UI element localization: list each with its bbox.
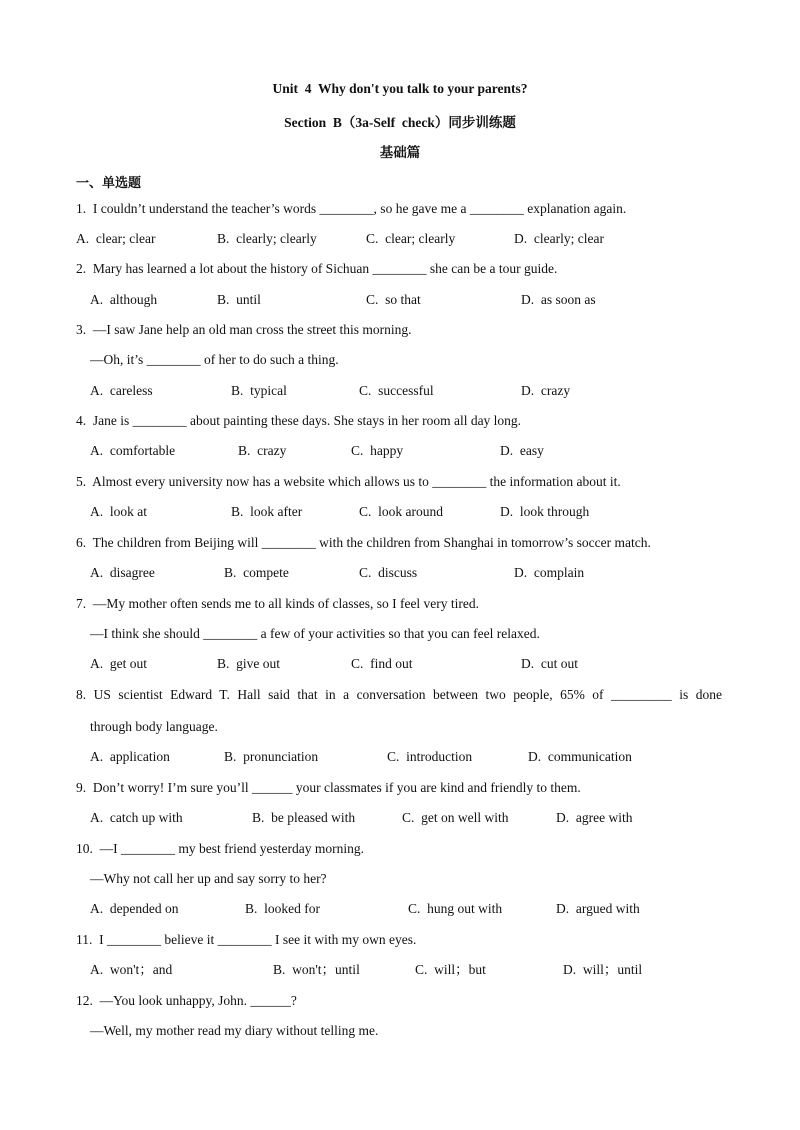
question-5-option-c[interactable]: C. look around — [359, 504, 443, 519]
section-heading: 一、单选题 — [76, 176, 142, 191]
question-10-option-a[interactable]: A. depended on — [90, 901, 179, 916]
question-7-reply: —I think she should ________ a few of your activities so that you can feel relaxed. — [90, 626, 540, 641]
question-2-option-c[interactable]: C. so that — [366, 292, 421, 307]
question-4-option-d[interactable]: D. easy — [500, 443, 544, 458]
question-6-option-b[interactable]: B. compete — [224, 565, 289, 580]
question-7-option-a[interactable]: A. get out — [90, 656, 147, 671]
question-3-reply: —Oh, it’s ________ of her to do such a thing. — [90, 352, 339, 367]
page-title: Unit 4 Why don't you talk to your parents? — [272, 81, 528, 96]
question-4-option-b[interactable]: B. crazy — [238, 443, 287, 458]
question-11-stem: 11. I ________ believe it ________ I see it with my own eyes. — [76, 932, 417, 947]
question-11-option-a[interactable]: A. won't；and — [90, 962, 173, 977]
question-7-option-d[interactable]: D. cut out — [521, 656, 578, 671]
question-5-option-a[interactable]: A. look at — [90, 504, 147, 519]
question-7-option-c[interactable]: C. find out — [351, 656, 413, 671]
question-3-stem: 3. —I saw Jane help an old man cross the street this morning. — [76, 322, 412, 337]
question-1-option-b[interactable]: B. clearly; clearly — [217, 231, 317, 246]
question-6-option-d[interactable]: D. complain — [514, 565, 585, 580]
question-7-stem: 7. —My mother often sends me to all kinds of classes, so I feel very tired. — [76, 596, 480, 611]
question-8-option-a[interactable]: A. application — [90, 749, 170, 764]
question-4-stem: 4. Jane is ________ about painting these days. She stays in her room all day long. — [76, 413, 522, 428]
question-5-option-d[interactable]: D. look through — [500, 504, 590, 519]
question-10-option-c[interactable]: C. hung out with — [408, 901, 503, 916]
question-11-option-b[interactable]: B. won't；until — [273, 962, 360, 977]
question-4-option-c[interactable]: C. happy — [351, 443, 404, 458]
difficulty-level: 基础篇 — [379, 145, 421, 160]
question-2-option-b[interactable]: B. until — [217, 292, 261, 307]
question-10-reply: —Why not call her up and say sorry to her? — [90, 871, 327, 886]
question-6-stem: 6. The children from Beijing will ________ with the children from Shanghai in tomorrow’s soccer match. — [76, 535, 651, 550]
question-8-option-d[interactable]: D. communication — [528, 749, 632, 764]
question-6-option-a[interactable]: A. disagree — [90, 565, 155, 580]
question-2-option-d[interactable]: D. as soon as — [521, 292, 596, 307]
question-8-stem: 8. US scientist Edward T. Hall said that in a conversation between two people, 65% of _________ is done — [76, 687, 722, 702]
question-9-option-c[interactable]: C. get on well with — [402, 810, 509, 825]
question-3-option-a[interactable]: A. careless — [90, 383, 153, 398]
question-3-option-b[interactable]: B. typical — [231, 383, 287, 398]
question-1-stem: 1. I couldn’t understand the teacher’s words ________, so he gave me a ________ explanation again. — [76, 201, 627, 216]
question-3-option-c[interactable]: C. successful — [359, 383, 434, 398]
question-9-stem: 9. Don’t worry! I’m sure you’ll ______ your classmates if you are kind and friendly to them. — [76, 780, 581, 795]
question-7-option-b[interactable]: B. give out — [217, 656, 280, 671]
question-9-option-b[interactable]: B. be pleased with — [252, 810, 356, 825]
question-11-option-d[interactable]: D. will；until — [563, 962, 643, 977]
question-9-option-d[interactable]: D. agree with — [556, 810, 633, 825]
question-5-option-b[interactable]: B. look after — [231, 504, 303, 519]
question-10-option-b[interactable]: B. looked for — [245, 901, 320, 916]
question-12-stem: 12. —You look unhappy, John. ______? — [76, 993, 297, 1008]
page-subtitle: Section B（3a-Self check）同步训练题 — [284, 115, 516, 130]
question-1-option-c[interactable]: C. clear; clearly — [366, 231, 456, 246]
question-1-option-a[interactable]: A. clear; clear — [76, 231, 156, 246]
question-2-stem: 2. Mary has learned a lot about the history of Sichuan ________ she can be a tour guide. — [76, 261, 558, 276]
question-9-option-a[interactable]: A. catch up with — [90, 810, 183, 825]
question-5-stem: 5. Almost every university now has a website which allows us to ________ the information about it. — [76, 474, 621, 489]
question-1-option-d[interactable]: D. clearly; clear — [514, 231, 604, 246]
question-12-reply: —Well, my mother read my diary without telling me. — [90, 1023, 379, 1038]
question-11-option-c[interactable]: C. will；but — [415, 962, 486, 977]
question-6-option-c[interactable]: C. discuss — [359, 565, 418, 580]
question-3-option-d[interactable]: D. crazy — [521, 383, 571, 398]
question-8-continuation: through body language. — [90, 719, 218, 734]
question-10-option-d[interactable]: D. argued with — [556, 901, 640, 916]
question-10-stem: 10. —I ________ my best friend yesterday morning. — [76, 841, 364, 856]
question-8-option-c[interactable]: C. introduction — [387, 749, 473, 764]
question-4-option-a[interactable]: A. comfortable — [90, 443, 176, 458]
question-8-option-b[interactable]: B. pronunciation — [224, 749, 319, 764]
question-2-option-a[interactable]: A. although — [90, 292, 158, 307]
